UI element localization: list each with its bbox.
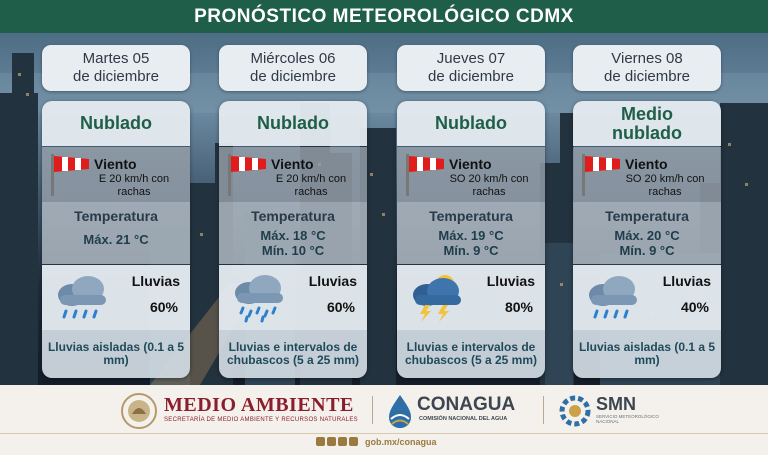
- smn-logo: [558, 392, 668, 430]
- youtube-icon[interactable]: [349, 437, 358, 446]
- eagle-seal-icon: [120, 392, 158, 430]
- footer: [0, 385, 768, 455]
- medio-ambiente-subtitle: SECRETARÍA DE MEDIO AMBIENTE Y RECURSOS NATURALES: [164, 417, 358, 423]
- wind-section: [573, 147, 721, 202]
- day-name: Miércoles 06: [250, 50, 336, 67]
- day-header-3: [573, 45, 721, 91]
- temperature-min: Mín. 10 °C: [261, 243, 325, 258]
- day-header-1: [219, 45, 367, 91]
- temperature-max: Máx. 20 °C: [614, 228, 680, 243]
- condition-label: Nublado: [397, 101, 545, 146]
- temperature-max: Máx. 21 °C: [83, 232, 149, 247]
- wind-section: [42, 147, 190, 202]
- condition-label: Medio nublado: [573, 101, 721, 146]
- page-title: PRONÓSTICO METEOROLÓGICO CDMX: [0, 0, 768, 33]
- temperature-max: Máx. 19 °C: [438, 228, 504, 243]
- rain-description: Lluvias e intervalos de chubascos (5 a 25 mm): [397, 330, 545, 378]
- forecast-card-0: [42, 101, 190, 378]
- wind-label: Viento: [271, 156, 314, 172]
- temperature-section: [42, 202, 190, 264]
- temperature-label: Temperatura: [251, 208, 335, 224]
- rain-label: Lluvias: [308, 273, 357, 289]
- conagua-name: CONAGUA: [417, 394, 516, 415]
- condition-label: Nublado: [42, 101, 190, 146]
- rain-label: Lluvias: [662, 273, 711, 289]
- wind-label: Viento: [94, 156, 137, 172]
- cloud-rain-icon: [50, 271, 114, 323]
- day-header-2: [397, 45, 545, 91]
- day-name: Martes 05: [82, 50, 150, 67]
- conagua-logo: [385, 392, 535, 430]
- rain-section: [219, 265, 367, 330]
- forecast-card-2: [397, 101, 545, 378]
- rain-description: Lluvias aisladas (0.1 a 5 mm): [42, 330, 190, 378]
- smn-subtitle: SERVICIO METEOROLÓGICO NACIONAL: [596, 414, 659, 424]
- rain-probability: 60%: [326, 299, 355, 315]
- footer-divider: [0, 433, 768, 434]
- rain-probability: 80%: [504, 299, 533, 315]
- wind-text: E 20 km/h con rachas: [98, 173, 170, 198]
- wind-section: [397, 147, 545, 202]
- temperature-label: Temperatura: [74, 208, 158, 224]
- conagua-drop-icon: [385, 393, 415, 429]
- wind-section: [219, 147, 367, 202]
- day-month: de diciembre: [250, 68, 336, 85]
- website-link[interactable]: gob.mx/conagua: [365, 436, 437, 447]
- rain-label: Lluvias: [486, 273, 535, 289]
- cloud-heavy-rain-icon: [227, 271, 291, 323]
- divider: [543, 396, 544, 424]
- day-month: de diciembre: [73, 68, 159, 85]
- smn-name: SMN: [596, 394, 636, 414]
- temperature-min: Mín. 9 °C: [619, 243, 675, 258]
- temperature-section: [573, 202, 721, 264]
- wind-text: E 20 km/h con rachas: [275, 173, 347, 198]
- temperature-section: [219, 202, 367, 264]
- condition-label: Nublado: [219, 101, 367, 146]
- temperature-min: Mín. 9 °C: [443, 243, 499, 258]
- wind-label: Viento: [449, 156, 492, 172]
- day-month: de diciembre: [604, 68, 690, 85]
- wind-text: SO 20 km/h con rachas: [449, 173, 529, 198]
- wind-label: Viento: [625, 156, 668, 172]
- rain-probability: 60%: [149, 299, 178, 315]
- medio-ambiente-name: MEDIO AMBIENTE: [164, 394, 354, 416]
- temperature-label: Temperatura: [605, 208, 689, 224]
- rain-section: [42, 265, 190, 330]
- twitter-icon[interactable]: [327, 437, 336, 446]
- temperature-label: Temperatura: [429, 208, 513, 224]
- wind-text: SO 20 km/h con rachas: [625, 173, 705, 198]
- rain-section: [573, 265, 721, 330]
- medio-ambiente-logo: [120, 392, 360, 430]
- day-header-0: [42, 45, 190, 91]
- conagua-subtitle: COMISIÓN NACIONAL DEL AGUA: [419, 416, 508, 422]
- thunderstorm-icon: [405, 271, 469, 323]
- forecast-card-1: [219, 101, 367, 378]
- day-month: de diciembre: [428, 68, 514, 85]
- rain-description: Lluvias aisladas (0.1 a 5 mm): [573, 330, 721, 378]
- footer-logos: [0, 390, 768, 430]
- instagram-icon[interactable]: [338, 437, 347, 446]
- smn-gear-icon: [558, 394, 592, 428]
- rain-section: [397, 265, 545, 330]
- divider: [372, 396, 373, 424]
- day-name: Jueves 07: [436, 50, 506, 67]
- temperature-section: [397, 202, 545, 264]
- social-links: [316, 436, 456, 450]
- temperature-max: Máx. 18 °C: [260, 228, 326, 243]
- rain-label: Lluvias: [131, 273, 180, 289]
- forecast-card-3: [573, 101, 721, 378]
- rain-description: Lluvias e intervalos de chubascos (5 a 25 mm): [219, 330, 367, 378]
- day-name: Viernes 08: [611, 50, 683, 67]
- facebook-icon[interactable]: [316, 437, 325, 446]
- cloud-rain-icon: [581, 271, 645, 323]
- rain-probability: 40%: [680, 299, 709, 315]
